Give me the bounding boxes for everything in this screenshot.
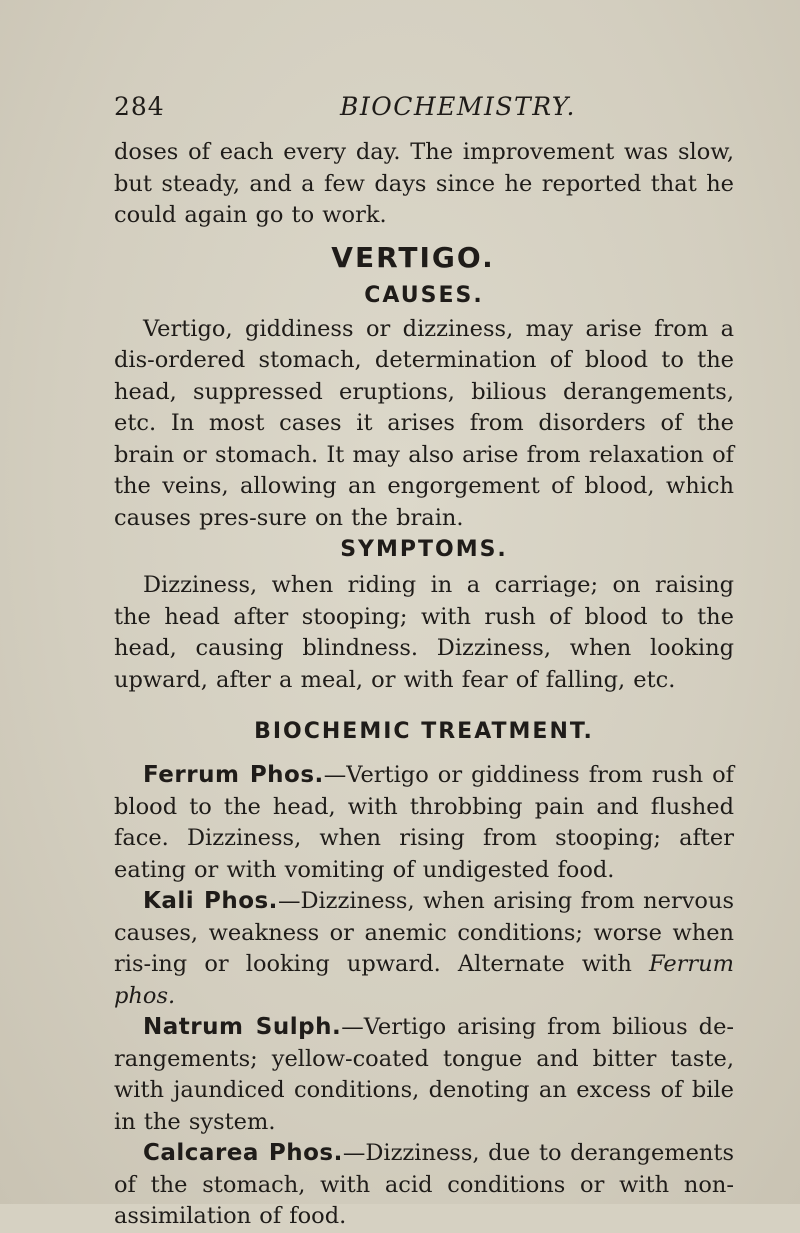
remedy-paragraph-calcarea-phos: [114, 1138, 734, 1233]
symptoms-heading: SYMPTOMS.: [340, 537, 508, 562]
remedy-name: Natrum Sulph.: [143, 1014, 342, 1040]
symptoms-paragraph: Dizziness, when riding in a carriage; on raising the head after stooping; with rush of blood to the head, causing blindness. Dizziness, when looking upward, after a meal, or with fear of falling, etc.: [114, 572, 734, 693]
causes-heading: CAUSES.: [364, 282, 484, 308]
remedy-text: —Dizziness, when arising from nervous causes, weakness or anemic conditions; worse when ris-ing or looking upward. Alternate with: [114, 888, 735, 977]
running-head: BIOCHEMISTRY.: [340, 92, 576, 121]
remedy-name: Ferrum Phos.: [143, 762, 324, 788]
remedy-italic-reference: Ferrum phos.: [114, 951, 734, 1009]
remedy-name: Kali Phos.: [143, 888, 278, 914]
remedy-paragraph-ferrum-phos: [114, 760, 734, 886]
remedy-paragraph-kali-phos: [114, 886, 734, 1012]
page-body: [114, 137, 734, 1233]
page-number: 284: [114, 92, 165, 121]
remedy-name: Calcarea Phos.: [143, 1140, 343, 1166]
page-header: [114, 92, 734, 126]
treatment-heading: BIOCHEMIC TREATMENT.: [254, 719, 594, 744]
remedy-paragraph-natrum-sulph: [114, 1012, 734, 1138]
causes-paragraph: Vertigo, giddiness or dizziness, may arise from a dis-ordered stomach, determination of blood to the head, suppressed eruptions, bilious derangements, etc. In most cases it arises from disorders of the brain or stomach. It may also arise from relaxation of the veins, allowing an engorgement of blood, which causes pres-sure on the brain.: [114, 315, 734, 531]
intro-paragraph: doses of each every day. The improvement was slow, but steady, and a few days since he reported that he could again go to work.: [114, 139, 734, 228]
remedy-text: —Vertigo or giddiness from rush of blood to the head, with throbbing pain and flushed face. Dizziness, when rising from stooping; after eating or with vomiting of undigested food.: [114, 762, 734, 883]
remedy-text: —Dizziness, due to derangements of the stomach, with acid conditions or with non-assimilation of food.: [114, 1140, 734, 1229]
remedy-text: —Vertigo arising from bilious de-rangements; yellow-coated tongue and bitter taste, with jaundiced conditions, denoting an excess of bile in the system.: [114, 1014, 734, 1135]
section-title: VERTIGO.: [331, 240, 495, 274]
